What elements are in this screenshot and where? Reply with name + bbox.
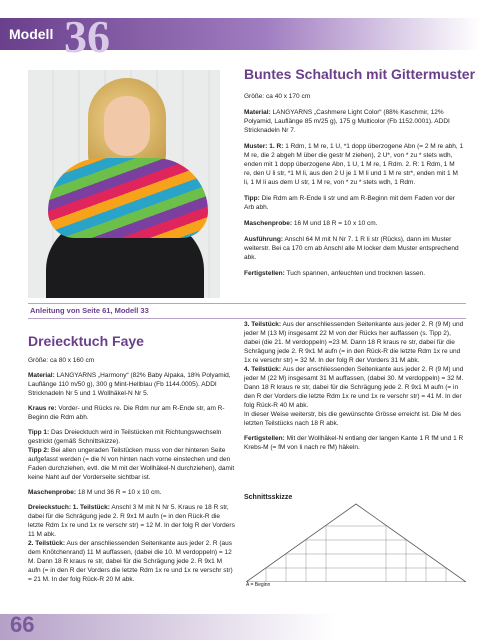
colorful-shawl xyxy=(48,158,208,238)
gauge-text: 16 M und 18 R = 10 x 10 cm. xyxy=(293,220,378,227)
divider xyxy=(28,303,466,304)
size-line: Größe: ca 40 x 170 cm xyxy=(244,93,311,100)
article-title-left: Dreiecktuch Faye xyxy=(28,333,144,349)
sketch-title: Schnittsskizze xyxy=(244,494,293,501)
size-line: Größe: ca 80 x 160 cm xyxy=(28,357,95,364)
shawl-photo xyxy=(28,70,220,298)
article-title-right: Buntes Schaltuch mit Gittermuster xyxy=(244,66,476,82)
sketch-legend: A = Beginn xyxy=(246,582,271,588)
execution-text: Anschl 64 M mit N Nr 7. 1 R li str (Rücks), dann im Muster weiterstr. Bei ca 170 cm ab Anschl alle M locker dem Muster entsprechend abk. xyxy=(244,236,459,261)
pattern-text: 1 Rdm, 1 M re, 1 U, *1 dopp überzogene Abn (= 2 M re abh, 1 M re, die 2 abgeh M über die gestr M ziehen), 2 U*, von * zu * stets wdh, enden mit 1 dopp überzogene Abn, 1 U, 1 M re, 1 Rdm. 2. R: 1 Rdm, 1 M re, den U li str, *1 M li, aus den 2 U je 1 M li und 1 M re str*, enden mit 1 M li, 1 M li aus dem U str, 1 M re, von * zu * stets wdh, 1 Rdm. xyxy=(244,143,464,186)
page-number: 66 xyxy=(10,612,35,637)
tip-text: Die Rdm am R-Ende li str und am R-Beginn mit dem Faden vor der Arb abh. xyxy=(244,195,455,211)
page-header xyxy=(0,11,480,62)
model-label: Modell xyxy=(9,26,54,42)
model-number: 36 xyxy=(64,11,110,62)
left-column: Größe: ca 80 x 160 cm Material: LANGYARNS „Harmony“ (82% Baby Alpaka, 18% Polyamid, Lauflänge 110 m/50 g), 300 g Mint-Hellblau (Fb 1144.0005). ADDI Stricknadeln Nr 5 und 1 Wollhäkel-N Nr 5. Kraus re: Vorder- und Rücks re. Die Rdm nur am R-Ende str, am R-Beginn die Rdm abh. Tipp 1: Das Dreiecktuch wird in Teilstücken mit Richtungswechseln gestrickt (gemäß Schnittskizze). Tipp 2: Bei allen ungeraden Teilstücken muss von der hinteren Seite aufgefasst werden (= die N von hinten nach vorne einstechen und den Faden durchziehen, evtl. die M mit der Wollhäkel-N durchziehen), damit keine Naht auf der Vorderseite sichtbar ist. Maschenprobe: 18 M und 36 R = 10 x 10 cm. Dreieckstuch: 1. Teilstück: Anschl 3 M mit N Nr 5. Kraus re 18 R str, dabei für die Schrägung jede 2. R 9x1 M aufn (= in den Rück-R die letzte Rdm 1x re und 1x re verschr str) = 12 M. In der folg R der Vorders 11 M abk. 2. Teilstück: Aus der anschliessenden Seitenkante aus jeder 2. R (aus dem Knötchenrand) 11 M auffassen, (dabei die 10. M verdoppeln) = 12 M. Dann 18 R kraus re str, dabei für die Schrägung jede 2. R 9x1 M aufn (= in den R der Vorders die letzte Rdm 1x re und 1x re verschr str) = 21 M. In der folg Rück-R 20 M abk. xyxy=(28,357,235,583)
material-text: LANGYARNS „Cashmere Light Color“ (88% Kaschmir, 12% Polyamid, Lauflänge 85 m/25 g), 175 g Multicolor (Fb 1152.0001). ADDI Stricknadeln Nr 7. xyxy=(244,109,450,134)
right-column-lower: 3. Teilstück: Aus der anschliessenden Seitenkante aus jeder 2. R (9 M) und jeder M (13 M) insgesamt 22 M von der Rücks her auffassen (s. Tipp 2), dabei (die 21. M verdoppeln) =23 M. Dann 18 R kraus re str, dabei für die Schrägung jede 2. R 9x1 M aufn (= in den Rück-R die letzte Rdm 1x re und 1x re verschr str) = 32 M. In der folg R der Vorders 31 M abk. 4. Teilstück: Aus der anschliessenden Seitenkante aus jeder 2. R (9 M) und jeder M (22 M) insgesamt 31 M auffassen, (dabei 30. M verdoppeln) = 32 M. Dann 18 R kraus re str, dabei für die Schrägung jede 2. R 9x1 M aufn (= in den R der Vorders die letzte Rdm 1x re und 1x re verschr str) = 41 M. In der folg Rück-R 40 M abk. In dieser Weise weiterstr, bis die gewünschte Grösse erreicht ist. Die M des letzten Teilstücks nach 18 R abk. Fertigstellen: Mit der Wollhäkel-N entlang der langen Kante 1 R fM und 1 R Krebs-M (= fM von li nach re fM) häkeln. xyxy=(244,321,464,451)
section-note: Anleitung von Seite 61, Modell 33 xyxy=(30,306,149,315)
triangle-sketch xyxy=(246,502,466,582)
right-column: Größe: ca 40 x 170 cm Material: LANGYARNS „Cashmere Light Color“ (88% Kaschmir, 12% Polyamid, Lauflänge 85 m/25 g), 175 g Multicolor (Fb 1152.0001). ADDI Stricknadeln Nr 7. Muster: 1. R: 1 Rdm, 1 M re, 1 U, *1 dopp überzogene Abn (= 2 M re abh, 1 M re, die 2 abgeh M über die gestr M ziehen), 2 U*, von * zu * stets wdh, enden mit 1 dopp überzogene Abn, 1 U, 1 M re, 1 Rdm. 2. R: 1 Rdm, 1 M re, den U li str, *1 M li, aus den 2 U je 1 M li und 1 M re str*, enden mit 1 M li, 1 M li aus dem U str, 1 M re, von * zu * stets wdh, 1 Rdm. Tipp: Die Rdm am R-Ende li str und am R-Beginn mit dem Faden vor der Arb abh. Maschenprobe: 16 M und 18 R = 10 x 10 cm. Ausführung: Anschl 64 M mit N Nr 7. 1 R li str (Rücks), dann im Muster weiterstr. Bei ca 170 cm ab Anschl alle M locker dem Muster entsprechend abk. Fertigstellen: Tuch spannen, anfeuchten und trocknen lassen. xyxy=(244,93,464,277)
divider xyxy=(28,318,466,319)
finishing-text: Tuch spannen, anfeuchten und trocknen lassen. xyxy=(286,270,426,277)
footer-band xyxy=(0,614,480,640)
